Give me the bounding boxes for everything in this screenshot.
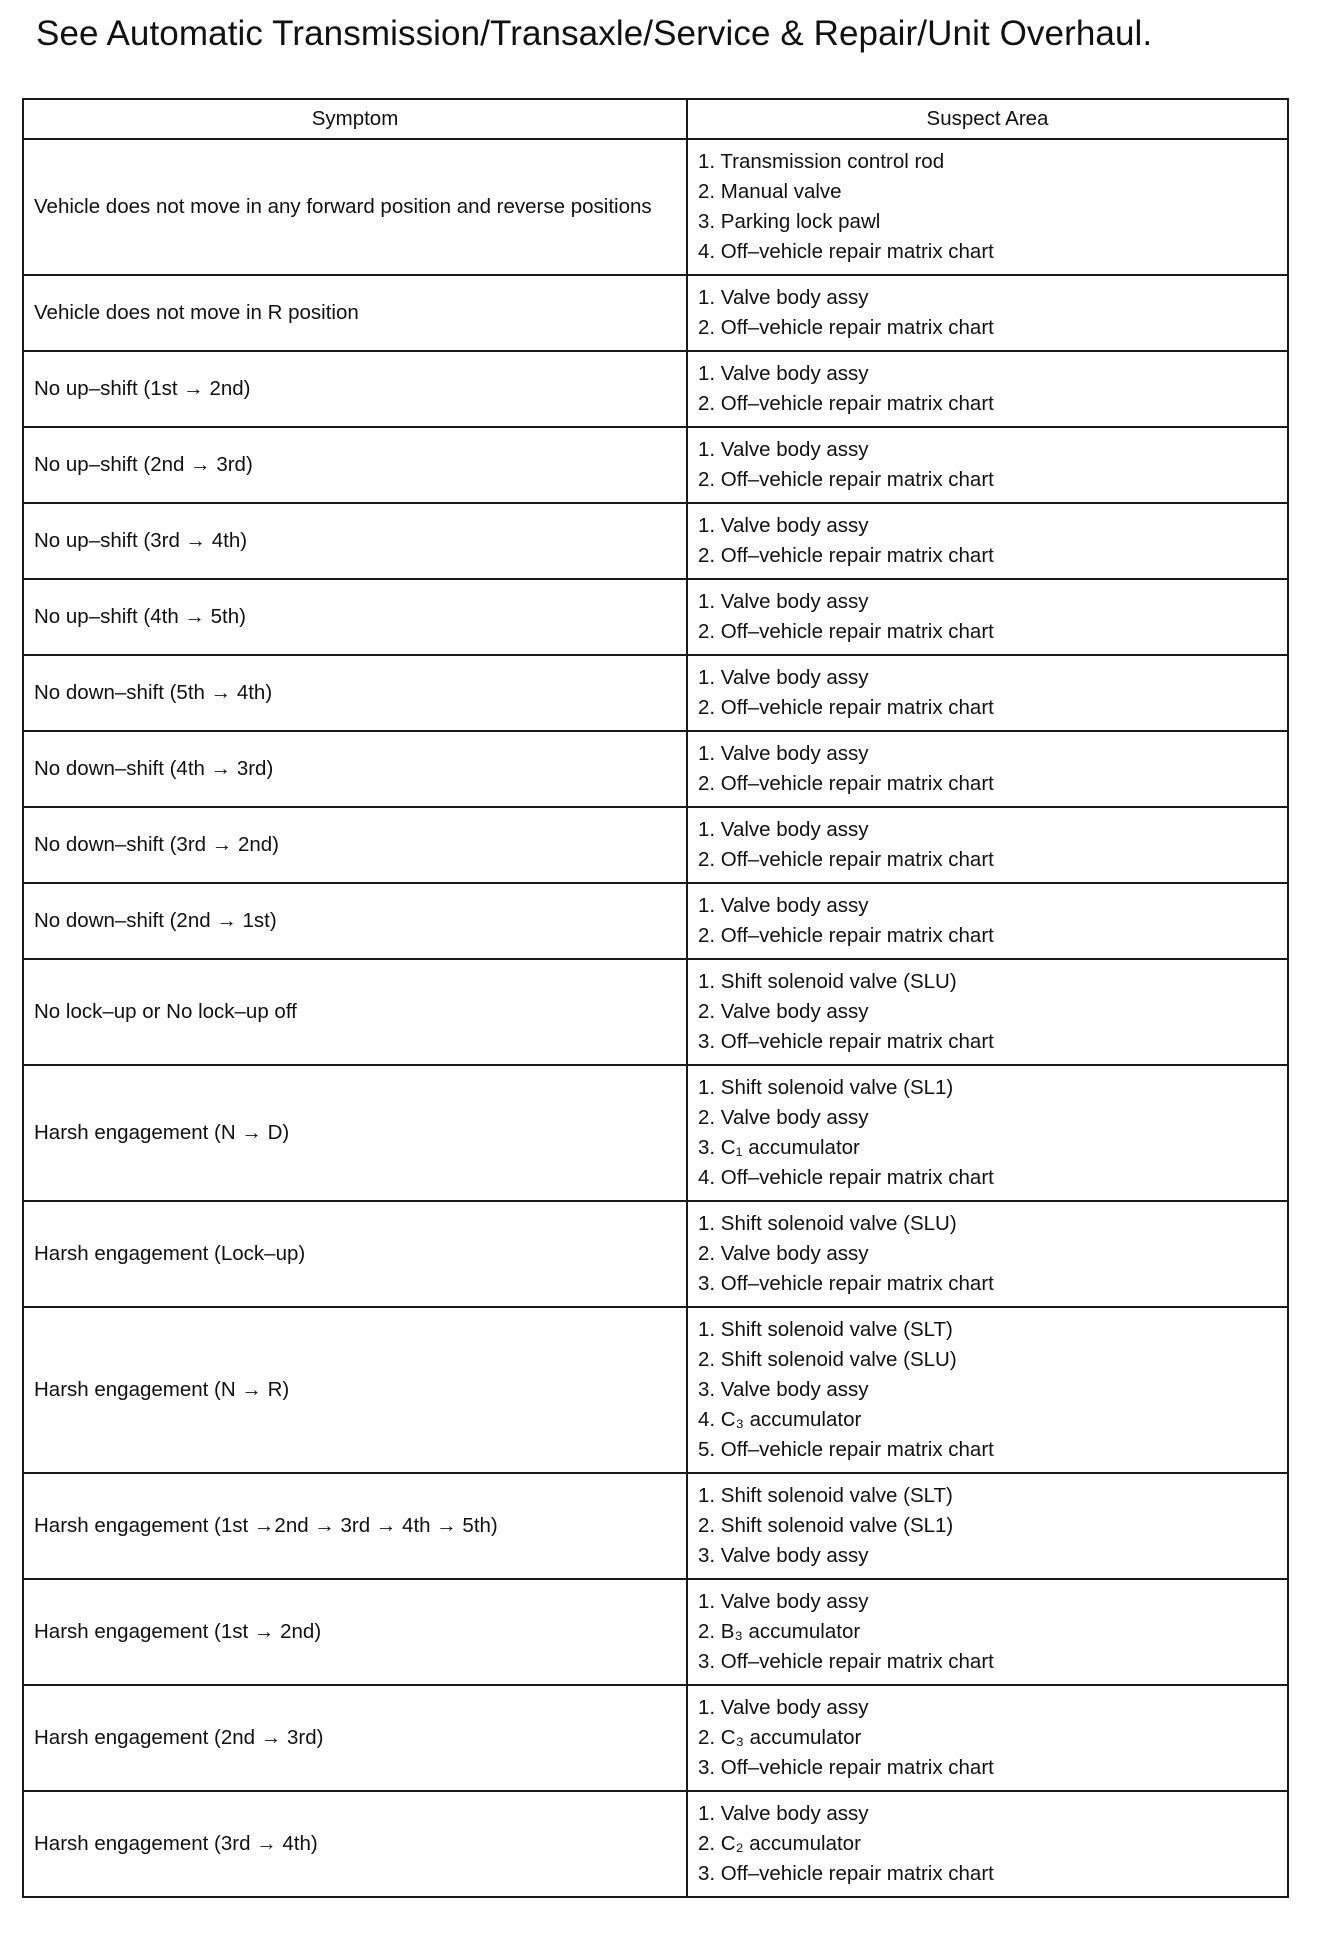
suspect-area-item: 3. Off–vehicle repair matrix chart [698,1756,994,1779]
symptom-cell: Vehicle does not move in R position [23,275,687,351]
symptom-cell: No up–shift (3rd → 4th) [23,503,687,579]
suspect-area-item: 2. Valve body assy [698,1242,869,1265]
suspect-area-cell [687,1579,1288,1685]
symptom-cell: No down–shift (2nd → 1st) [23,883,687,959]
symptom-column-header: Symptom [23,99,687,139]
suspect-area-item: 1. Valve body assy [698,1696,869,1719]
suspect-area-item: 2. Off–vehicle repair matrix chart [698,468,994,491]
suspect-area-item: 2. Off–vehicle repair matrix chart [698,544,994,567]
suspect-area-cell [687,1065,1288,1201]
table-row [23,427,1288,503]
table-row [23,1685,1288,1791]
suspect-area-item: 4. C₃ accumulator [698,1408,862,1431]
table-row [23,655,1288,731]
suspect-area-cell [687,959,1288,1065]
symptom-cell: Harsh engagement (1st → 2nd) [23,1579,687,1685]
suspect-area-item: 1. Valve body assy [698,286,869,309]
table-row [23,1791,1288,1897]
suspect-area-item: 3. Parking lock pawl [698,210,881,233]
suspect-area-cell [687,655,1288,731]
suspect-area-item: 2. C₃ accumulator [698,1726,862,1749]
suspect-area-item: 1. Transmission control rod [698,150,945,173]
suspect-area-item: 1. Valve body assy [698,1590,869,1613]
suspect-area-item: 5. Off–vehicle repair matrix chart [698,1438,994,1461]
symptom-cell: Harsh engagement (3rd → 4th) [23,1791,687,1897]
suspect-area-item: 1. Shift solenoid valve (SLU) [698,970,957,993]
suspect-area-item: 2. Off–vehicle repair matrix chart [698,620,994,643]
suspect-area-cell [687,427,1288,503]
table-row [23,807,1288,883]
suspect-area-item: 1. Valve body assy [698,742,869,765]
symptom-cell: No up–shift (2nd → 3rd) [23,427,687,503]
table-row [23,883,1288,959]
suspect-area-item: 2. Off–vehicle repair matrix chart [698,316,994,339]
suspect-area-item: 1. Valve body assy [698,1802,869,1825]
symptom-cell: Harsh engagement (N → D) [23,1065,687,1201]
suspect-area-item: 1. Valve body assy [698,362,869,385]
suspect-area-item: 2. B₃ accumulator [698,1620,861,1643]
table-body [23,139,1288,1897]
suspect-area-column-header: Suspect Area [687,99,1288,139]
suspect-area-item: 2. Valve body assy [698,1106,869,1129]
suspect-area-cell [687,1473,1288,1579]
symptom-cell: Harsh engagement (Lock–up) [23,1201,687,1307]
suspect-area-item: 2. Shift solenoid valve (SLU) [698,1348,957,1371]
suspect-area-item: 2. Off–vehicle repair matrix chart [698,772,994,795]
symptom-cell: Vehicle does not move in any forward position and reverse positions [23,139,687,275]
suspect-area-cell [687,139,1288,275]
suspect-area-item: 1. Shift solenoid valve (SLT) [698,1484,953,1507]
suspect-area-cell [687,275,1288,351]
table-row [23,1307,1288,1473]
suspect-area-item: 3. Valve body assy [698,1378,869,1401]
suspect-area-item: 2. Manual valve [698,180,842,203]
suspect-area-cell [687,731,1288,807]
suspect-area-item: 3. Off–vehicle repair matrix chart [698,1272,994,1295]
table-row [23,731,1288,807]
suspect-area-item: 3. C₁ accumulator [698,1136,860,1159]
suspect-area-item: 2. Off–vehicle repair matrix chart [698,696,994,719]
suspect-area-item: 2. Shift solenoid valve (SL1) [698,1514,954,1537]
suspect-area-item: 1. Shift solenoid valve (SL1) [698,1076,954,1099]
suspect-area-cell [687,883,1288,959]
table-row [23,959,1288,1065]
suspect-area-item: 2. Off–vehicle repair matrix chart [698,392,994,415]
symptom-table [22,98,1289,1898]
suspect-area-item: 2. C₂ accumulator [698,1832,861,1855]
table-row [23,351,1288,427]
table-row [23,1473,1288,1579]
suspect-area-item: 2. Off–vehicle repair matrix chart [698,848,994,871]
symptom-cell: No up–shift (1st → 2nd) [23,351,687,427]
suspect-area-cell [687,807,1288,883]
suspect-area-item: 1. Valve body assy [698,818,869,841]
suspect-area-cell [687,579,1288,655]
suspect-area-item: 1. Shift solenoid valve (SLT) [698,1318,953,1341]
suspect-area-cell [687,1791,1288,1897]
table-row [23,1579,1288,1685]
suspect-area-item: 1. Valve body assy [698,666,869,689]
suspect-area-item: 2. Valve body assy [698,1000,869,1023]
symptom-cell: No up–shift (4th → 5th) [23,579,687,655]
suspect-area-item: 2. Off–vehicle repair matrix chart [698,924,994,947]
symptom-cell: No down–shift (3rd → 2nd) [23,807,687,883]
suspect-area-item: 1. Valve body assy [698,438,869,461]
symptom-cell: No down–shift (5th → 4th) [23,655,687,731]
symptom-cell: No down–shift (4th → 3rd) [23,731,687,807]
table-row [23,1065,1288,1201]
suspect-area-item: 1. Valve body assy [698,514,869,537]
suspect-area-item: 3. Off–vehicle repair matrix chart [698,1650,994,1673]
suspect-area-cell [687,503,1288,579]
suspect-area-item: 3. Valve body assy [698,1544,869,1567]
symptom-cell: Harsh engagement (2nd → 3rd) [23,1685,687,1791]
page-title: See Automatic Transmission/Transaxle/Service & Repair/Unit Overhaul. [36,14,1153,53]
suspect-area-item: 4. Off–vehicle repair matrix chart [698,1166,994,1189]
suspect-area-cell [687,1201,1288,1307]
symptom-cell: Harsh engagement (1st →2nd → 3rd → 4th → 5th) [23,1473,687,1579]
suspect-area-item: 3. Off–vehicle repair matrix chart [698,1862,994,1885]
table-row [23,275,1288,351]
suspect-area-cell [687,1685,1288,1791]
table-row [23,503,1288,579]
suspect-area-cell [687,351,1288,427]
suspect-area-item: 3. Off–vehicle repair matrix chart [698,1030,994,1053]
table-row [23,1201,1288,1307]
suspect-area-item: 1. Shift solenoid valve (SLU) [698,1212,957,1235]
table-row [23,139,1288,275]
suspect-area-item: 1. Valve body assy [698,894,869,917]
suspect-area-cell [687,1307,1288,1473]
table-row [23,579,1288,655]
symptom-cell: No lock–up or No lock–up off [23,959,687,1065]
suspect-area-item: 1. Valve body assy [698,590,869,613]
symptom-cell: Harsh engagement (N → R) [23,1307,687,1473]
table-header-row [23,99,1288,139]
suspect-area-item: 4. Off–vehicle repair matrix chart [698,240,994,263]
